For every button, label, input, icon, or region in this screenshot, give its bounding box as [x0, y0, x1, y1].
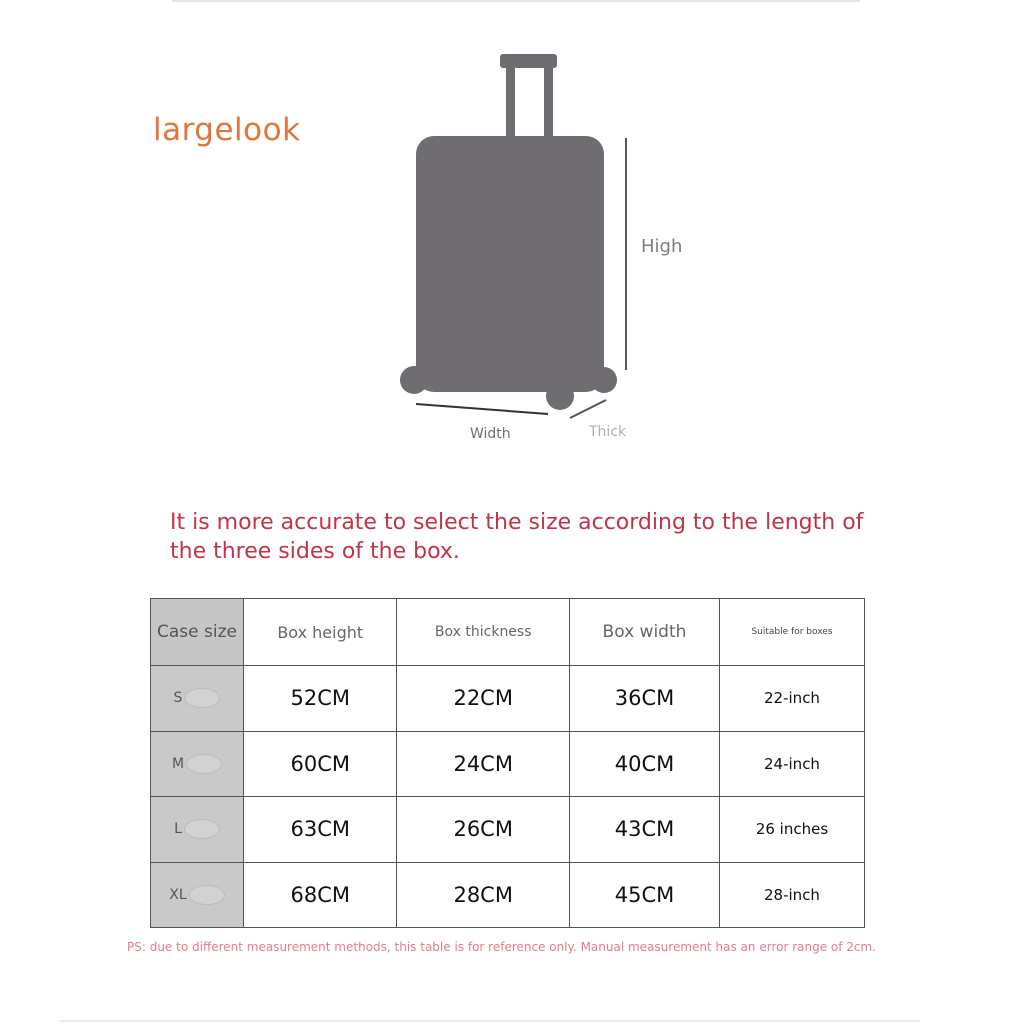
width-dimension-line: [416, 404, 548, 414]
size-label: XL: [169, 886, 187, 903]
oval-mark: [184, 819, 220, 839]
oval-mark: [186, 754, 222, 774]
size-label: L: [174, 821, 182, 838]
width-label: Width: [470, 426, 511, 442]
table-row: [151, 862, 865, 928]
thickness-cell: 24CM: [397, 731, 570, 797]
thick-dimension-line: [570, 400, 606, 418]
disclaimer-note: PS: due to different measurement methods, this table is for reference only. Manual measurement has an error range of 2cm.: [127, 940, 877, 954]
brand-logo: largelook: [153, 112, 301, 148]
suitcase-handle: [500, 54, 557, 144]
width-cell: 40CM: [569, 731, 719, 797]
width-cell: 43CM: [569, 797, 719, 863]
header-suitable: Suitable for boxes: [719, 599, 864, 666]
width-cell: 36CM: [569, 666, 719, 732]
oval-mark: [184, 688, 220, 708]
height-cell: 63CM: [244, 797, 397, 863]
size-cell: [151, 731, 244, 797]
suitable-cell: 24-inch: [719, 731, 864, 797]
table-header-row: [151, 599, 865, 666]
height-cell: 68CM: [244, 862, 397, 928]
size-cell: [151, 797, 244, 863]
table-row: [151, 666, 865, 732]
bottom-divider: [60, 1020, 920, 1022]
thickness-cell: 28CM: [397, 862, 570, 928]
suitable-cell: 26 inches: [719, 797, 864, 863]
oval-mark: [189, 885, 225, 905]
height-cell: 60CM: [244, 731, 397, 797]
header-case-size: Case size: [151, 599, 244, 666]
height-cell: 52CM: [244, 666, 397, 732]
header-box-thickness: Box thickness: [397, 599, 570, 666]
high-label: High: [641, 236, 683, 257]
table-row: [151, 731, 865, 797]
thickness-cell: 26CM: [397, 797, 570, 863]
thick-label: Thick: [589, 424, 627, 440]
header-box-width: Box width: [569, 599, 719, 666]
size-advice-note: It is more accurate to select the size according to the length of the three sides of the box.: [170, 510, 864, 564]
width-cell: 45CM: [569, 862, 719, 928]
thickness-cell: 22CM: [397, 666, 570, 732]
suitable-cell: 22-inch: [719, 666, 864, 732]
size-cell: [151, 666, 244, 732]
size-label: M: [171, 755, 185, 772]
suitcase-diagram: [380, 40, 660, 460]
size-table: [150, 598, 865, 928]
suitable-cell: 28-inch: [719, 862, 864, 928]
suitcase-body: [416, 136, 604, 392]
table-row: [151, 797, 865, 863]
size-label: S: [173, 690, 183, 707]
size-cell: [151, 862, 244, 928]
top-divider: [172, 0, 860, 2]
header-box-height: Box height: [244, 599, 397, 666]
